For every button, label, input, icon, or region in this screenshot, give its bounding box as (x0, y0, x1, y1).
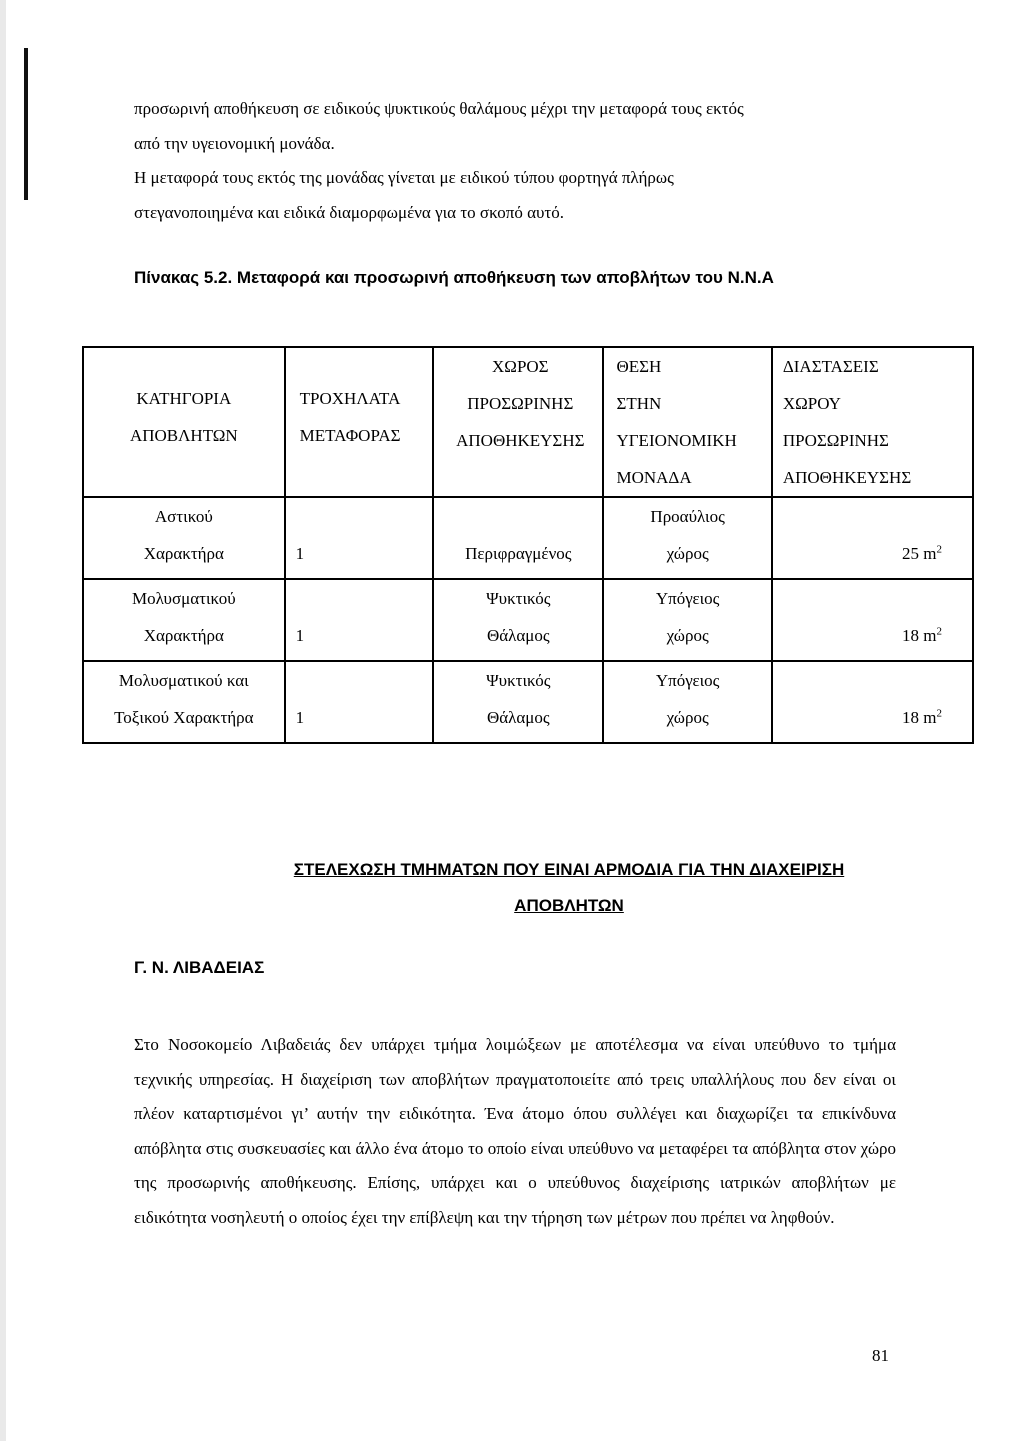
page-number: 81 (872, 1346, 889, 1365)
intro-paragraph (134, 92, 896, 230)
intro-line: στεγανοποιημένα και ειδικά διαμορφωμένα για το σκοπό αυτό. (134, 202, 565, 222)
row-position: Υπόγειος χώρος (603, 579, 771, 661)
row-category: Μολυσματικού Χαρακτήρα (83, 579, 285, 661)
body-paragraph: Στο Νοσοκομείο Λιβαδειάς δεν υπάρχει τμήμα λοιμώξεων με αποτέλεσμα να είναι υπεύθυνο το τμήμα τεχνικής υπηρεσίας. Η διαχείριση των αποβλήτων πραγματοποιείτε από τρεις υπαλλήλους που δεν είναι οι πλέον καταρτισμένοι γι’ αυτήν την ειδικότητα. Ένα άτομο όπου συλλέγει και διαχωρίζει τα επικίνδυνα απόβλητα στις συσκευασίες και άλλο ένα άτομο το οποίο είναι υπεύθυνο να μεταφέρει τα απόβλητα στον χώρο της προσωρινής αποθήκευσης. Επίσης, υπάρχει και ο υπεύθυνος διαχείρισης ιατρικών αποβλήτων με ειδικότητα νοσηλευτή ο οποίος έχει την επίβλεψη και την τήρηση των μέτρων που πρέπει να ληφθούν. (134, 1035, 896, 1227)
row-carts: 1 (285, 497, 434, 579)
section-title-line: ΑΠΟΒΛΗΤΩΝ (514, 896, 624, 915)
waste-storage-table (82, 346, 974, 744)
table-row (83, 579, 973, 661)
header-storage-space: ΧΩΡΟΣ ΠΡΟΣΩΡΙΝΗΣ ΑΠΟΘΗΚΕΥΣΗΣ (433, 347, 603, 497)
row-carts: 1 (285, 579, 434, 661)
table-row (83, 497, 973, 579)
margin-rule (24, 48, 28, 200)
intro-line: Η μεταφορά τους εκτός της μονάδας γίνεται με ειδικού τύπου φορτηγά πλήρως (134, 168, 674, 187)
row-storage-space: Περιφραγμένος (433, 497, 603, 579)
section-title (134, 852, 1004, 924)
row-carts: 1 (285, 661, 434, 743)
header-carts: ΤΡΟΧΗΛΑΤΑ ΜΕΤΑΦΟΡΑΣ (285, 347, 434, 497)
header-position: ΘΕΣΗ ΣΤΗΝ ΥΓΕΙΟΝΟΜΙΚΗ ΜΟΝΑΔΑ (603, 347, 771, 497)
scan-edge (0, 0, 6, 1441)
table-caption: Πίνακας 5.2. Μεταφορά και προσωρινή αποθήκευση των αποβλήτων του Ν.Ν.Α (134, 268, 774, 287)
table-row (83, 661, 973, 743)
header-category: ΚΑΤΗΓΟΡΙΑ ΑΠΟΒΛΗΤΩΝ (83, 347, 285, 497)
row-area: 18 $m^2$ (772, 661, 973, 743)
intro-line: προσωρινή αποθήκευση σε ειδικούς ψυκτικούς θαλάμους μέχρι την μεταφορά τους εκτός (134, 99, 744, 118)
header-dimensions: ΔΙΑΣΤΑΣΕΙΣ ΧΩΡΟΥ ΠΡΟΣΩΡΙΝΗΣ ΑΠΟΘΗΚΕΥΣΗΣ (772, 347, 973, 497)
row-area: 18 $m^2$ (772, 579, 973, 661)
row-position: Προαύλιος χώρος (603, 497, 771, 579)
table-header-row (83, 347, 973, 497)
row-storage-space: Ψυκτικός Θάλαμος (433, 661, 603, 743)
row-storage-space: Ψυκτικός Θάλαμος (433, 579, 603, 661)
row-category: Μολυσματικού και Τοξικού Χαρακτήρα (83, 661, 285, 743)
row-category: Αστικού Χαρακτήρα (83, 497, 285, 579)
section-title-line: ΣΤΕΛΕΧΩΣΗ ΤΜΗΜΑΤΩΝ ΠΟΥ ΕΙΝΑΙ ΑΡΜΟΔΙΑ ΓΙΑ ΤΗΝ ΔΙΑΧΕΙΡΙΣΗ (293, 860, 845, 879)
row-position: Υπόγειος χώρος (603, 661, 771, 743)
hospital-subheading: Γ. Ν. ΛΙΒΑΔΕΙΑΣ (134, 958, 265, 977)
row-area: 25 $m^2$ (772, 497, 973, 579)
intro-line: από την υγειονομική μονάδα. (134, 133, 335, 153)
